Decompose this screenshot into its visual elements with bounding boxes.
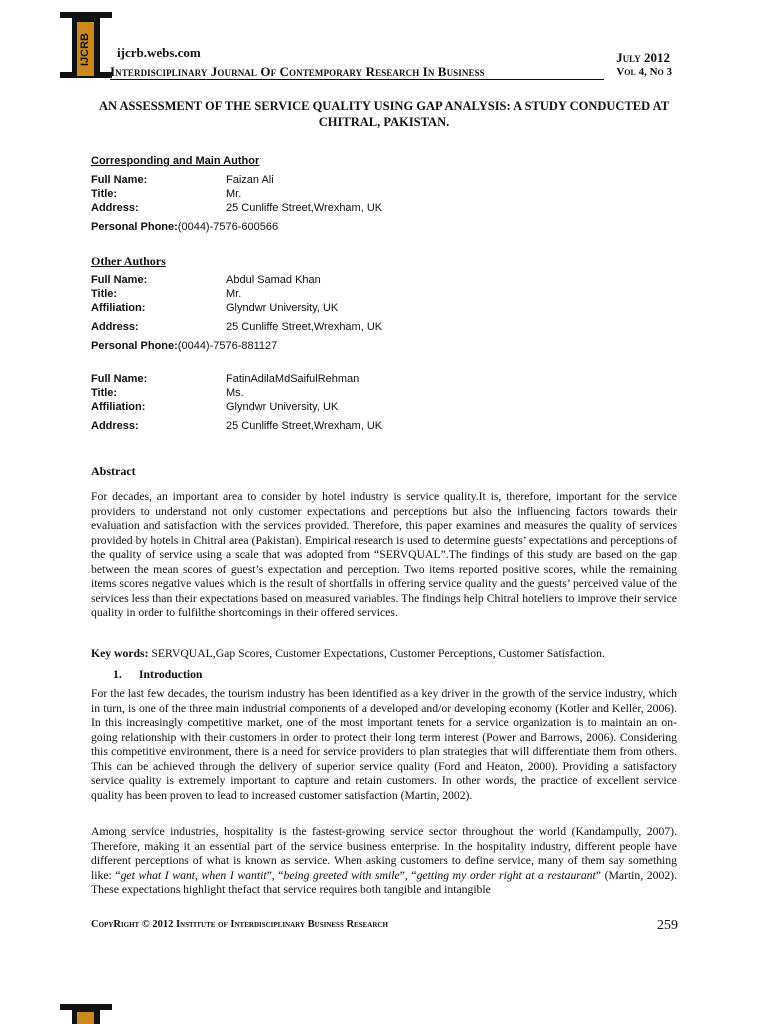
field-value: 25 Cunliffe Street,Wrexham, UK xyxy=(226,202,383,214)
field-label: Full Name: xyxy=(91,274,148,286)
author-row xyxy=(91,221,691,235)
field-value: 25 Cunliffe Street,Wrexham, UK xyxy=(226,321,383,333)
journal-logo-next-page xyxy=(60,1004,112,1024)
logo-badge xyxy=(77,1012,94,1024)
journal-name: Interdisciplinary Journal Of Contemporary Research In Business xyxy=(110,64,485,79)
issue-volume: Vol 4, No 3 xyxy=(616,66,672,78)
field-value: Mr. xyxy=(226,188,242,200)
para-text: ” (Martin, 2002). These expectations highlight thefact that service requires both tangible and intangible xyxy=(91,868,677,896)
journal-site[interactable]: ijcrb.webs.com xyxy=(117,45,201,60)
keywords-text: SERVQUAL,Gap Scores, Customer Expectations, Customer Perceptions, Customer Satisfaction. xyxy=(151,647,605,660)
field-label: Full Name: xyxy=(91,174,148,186)
field-value: FatinAdilaMdSaifulRehman xyxy=(226,373,360,385)
keywords-label: Key words: xyxy=(91,647,149,660)
field-label: Personal Phone: xyxy=(91,221,178,233)
section-title: Introduction xyxy=(139,668,203,681)
field-value: Mr. xyxy=(226,288,242,300)
journal-logo xyxy=(60,12,112,78)
field-label: Full Name: xyxy=(91,373,148,385)
paper-title-line: AN ASSESSMENT OF THE SERVICE QUALITY USING GAP ANALYSIS: A STUDY CONDUCTED AT xyxy=(98,99,670,113)
header-rule xyxy=(110,79,604,80)
introduction-heading xyxy=(113,668,202,681)
section-number: 1. xyxy=(113,668,122,681)
page-number: 259 xyxy=(657,918,678,933)
author-row xyxy=(91,373,691,387)
field-value: (0044)-7576-600566 xyxy=(177,221,279,233)
introduction-para-2 xyxy=(91,825,677,898)
author-row xyxy=(91,274,691,288)
field-label: Title: xyxy=(91,387,118,399)
field-value: 25 Cunliffe Street,Wrexham, UK xyxy=(226,420,383,432)
abstract-text: For decades, an important area to consider by hotel industry is service quality.It is, therefore, important for the service providers to understand not only customer expectations and perceptions but also the influencing factors towards their evaluation and satisfaction with the services provided. Therefore, this paper examines and measures the quality of services provided by hotels in Chitral area (Pakistan). Empirical research is used to determine guests’ expectations and perceptions of the quality of service using a scale that was adopted from “SERVQUAL”.The findings of this study are based on the gap between the mean scores of guest’s expectation and perception. Two items reported positive scores, while the remaining items scores negative values which is the result of shortfalls in offering service quality and the guests’ perceived value of the services less than their expectations based on measured variables. The findings help Chitral hoteliers to improve their service quality in order to fulfilthe shortcomings in their offered services. xyxy=(91,490,677,619)
paper-title xyxy=(90,98,678,130)
author-row xyxy=(91,321,691,335)
author-row xyxy=(91,387,691,401)
author-row xyxy=(91,401,691,415)
field-label: Address: xyxy=(91,202,139,214)
author-row xyxy=(91,188,691,202)
copyright-footer: CopyRight © 2012 Institute of Interdisciplinary Business Research xyxy=(91,919,388,930)
field-label: Title: xyxy=(91,188,118,200)
introduction-para-1: For the last few decades, the tourism industry has been identified as a key driver in the growth of the service industry, which in turn, is one of the three main industrial components of a developed and/or developing economy (Kotler and Keller, 2006). In this increasingly competitive market, one of the most important tenets for a service organization is to maintain an on-going relationship with their customers in order to protect their long term interest (Power and Barrows, 2006). Considering this competitive environment, there is a need for service providers to plan strategies that will differentiate them from others. This can be achieved through the delivery of superior service quality (Ford and Heaton, 2000). Providing a satisfactory service quality is extremely important to capture and retain customers. In other words, the practice of excellent service quality has been proven to lead to increased customer satisfaction (Martin, 2002). xyxy=(91,687,677,802)
author-row xyxy=(91,202,691,216)
field-label: Address: xyxy=(91,321,139,333)
author-row xyxy=(91,302,691,316)
quote: getting my order right at a restaurant xyxy=(416,868,596,882)
issue-date: July 2012 xyxy=(616,50,670,65)
other-authors-heading: Other Authors xyxy=(91,254,166,268)
para-text: ”, “ xyxy=(399,868,417,882)
field-value: Abdul Samad Khan xyxy=(226,274,321,286)
quote: get what I want, when I wantit xyxy=(120,868,267,882)
author-row xyxy=(91,340,691,354)
author-row xyxy=(91,174,691,188)
main-author-heading: Corresponding and Main Author xyxy=(91,155,260,167)
field-label: Address: xyxy=(91,420,139,432)
paper-title-line: CHITRAL, PAKISTAN. xyxy=(318,115,450,129)
field-value: Glyndwr University, UK xyxy=(226,401,339,413)
author-row xyxy=(91,420,691,434)
abstract-heading: Abstract xyxy=(91,464,136,478)
field-label: Affiliation: xyxy=(91,401,146,413)
field-label: Title: xyxy=(91,288,118,300)
para-text: ”, “ xyxy=(266,868,284,882)
field-value: Ms. xyxy=(226,387,244,399)
para-text: Among service industries, hospitality is the fastest-growing service sector throughout the world (Kandampully, 2007). Therefore, making it an essential part of the service business enterprise. In the hospitality industry, different people have different perceptions of what is known as service. When asking customers to define service, many of them say something like: “ xyxy=(91,825,677,882)
field-label: Affiliation: xyxy=(91,302,146,314)
author-row xyxy=(91,288,691,302)
field-value: Faizan Ali xyxy=(226,174,274,186)
field-value: Glyndwr University, UK xyxy=(226,302,339,314)
field-value: (0044)-7576-881127 xyxy=(177,340,278,352)
quote: being greeted with smile xyxy=(283,868,400,882)
logo-badge: IJCRB xyxy=(77,22,94,76)
keywords xyxy=(91,647,677,662)
field-label: Personal Phone: xyxy=(91,340,178,352)
